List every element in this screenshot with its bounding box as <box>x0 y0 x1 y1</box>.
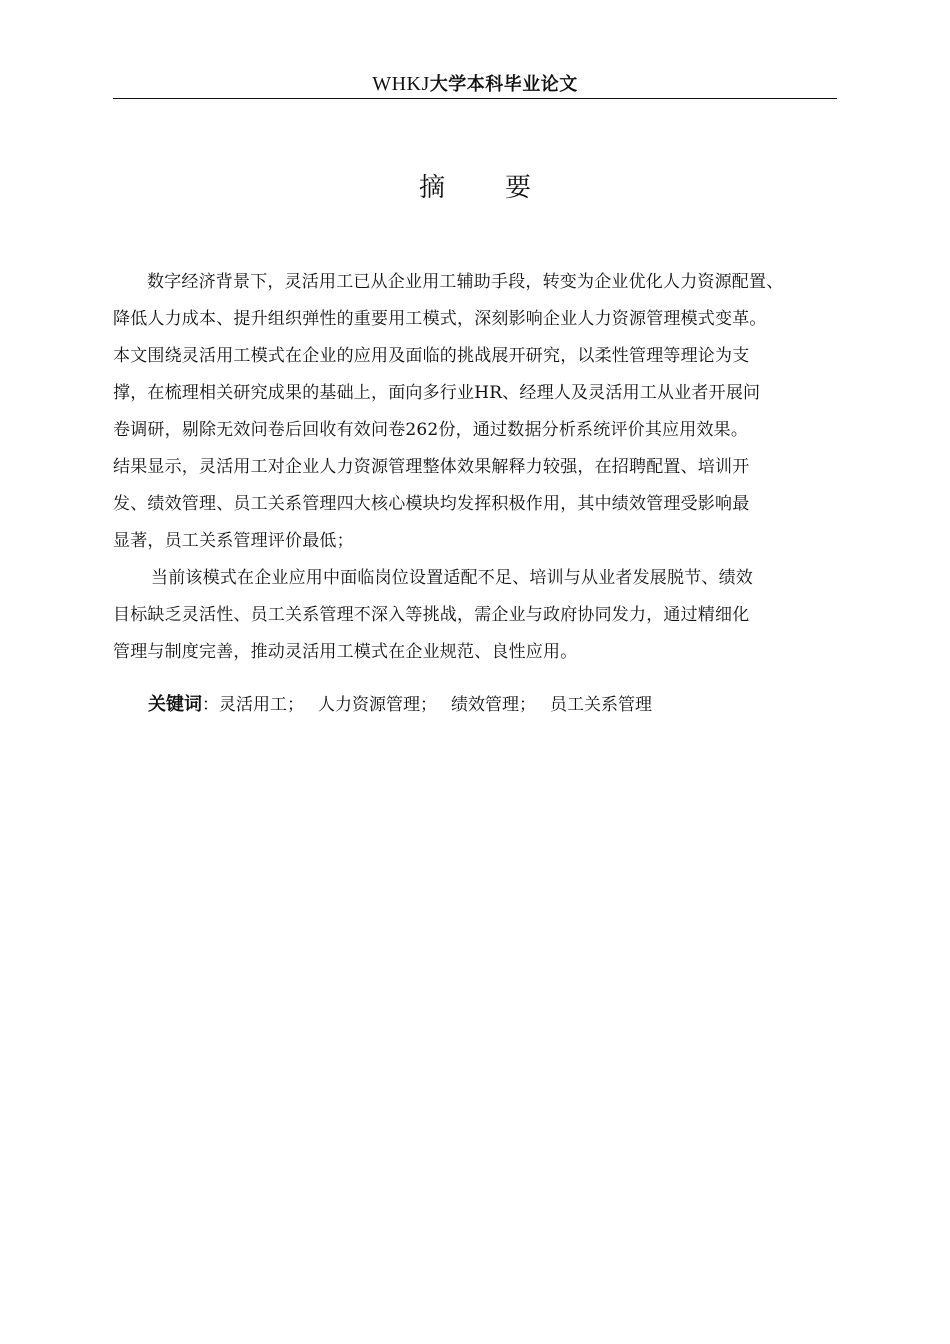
paragraph-line: 当前该模式在企业应用中面临岗位设置适配不足、培训与从业者发展脱节、绩效 <box>151 568 753 588</box>
header-code: WHKJ <box>372 73 430 95</box>
paragraph-line: 数字经济背景下，灵活用工已从企业用工辅助手段，转变为企业优化人力资源配置、 <box>147 272 784 292</box>
keywords-colon: ： <box>202 695 219 715</box>
keywords-line <box>148 686 666 723</box>
abstract-title: 摘要 <box>418 173 591 203</box>
paragraph-line: 降低人力成本、提升组织弹性的重要用工模式，深刻影响企业人力资源管理模式变革。 <box>113 309 767 329</box>
paragraph-line: 显著，员工关系管理评价最低； <box>113 531 354 551</box>
keywords-label: 关键词 <box>148 694 202 715</box>
header-school: 大学本科毕业论文 <box>429 74 578 95</box>
header-rule <box>113 98 837 99</box>
paragraph-line: 管理与制度完善，推动灵活用工模式在企业规范、良性应用。 <box>113 642 578 662</box>
paragraph-line: 本文围绕灵活用工模式在企业的应用及面临的挑战展开研究，以柔性管理等理论为支 <box>113 346 750 366</box>
paragraph-line: 卷调研，剔除无效问卷后回收有效问卷262份，通过数据分析系统评价其应用效果。 <box>113 420 749 440</box>
keyword-item: 绩效管理； <box>451 695 536 715</box>
keyword-item: 灵活用工； <box>219 695 304 715</box>
keyword-item: 人力资源管理； <box>318 695 437 715</box>
paragraph-line: 撑，在梳理相关研究成果的基础上，面向多行业HR、经理人及灵活用工从业者开展问 <box>113 383 761 403</box>
keyword-item: 员工关系管理 <box>550 695 652 715</box>
running-header <box>113 70 837 98</box>
paragraph-line: 结果显示，灵活用工对企业人力资源管理整体效果解释力较强，在招聘配置、培训开 <box>113 457 750 477</box>
paragraph-line: 发、绩效管理、员工关系管理四大核心模块均发挥积极作用，其中绩效管理受影响最 <box>113 494 750 514</box>
abstract-body <box>113 264 853 671</box>
paragraph-line: 目标缺乏灵活性、员工关系管理不深入等挑战，需企业与政府协同发力，通过精细化 <box>113 605 750 625</box>
